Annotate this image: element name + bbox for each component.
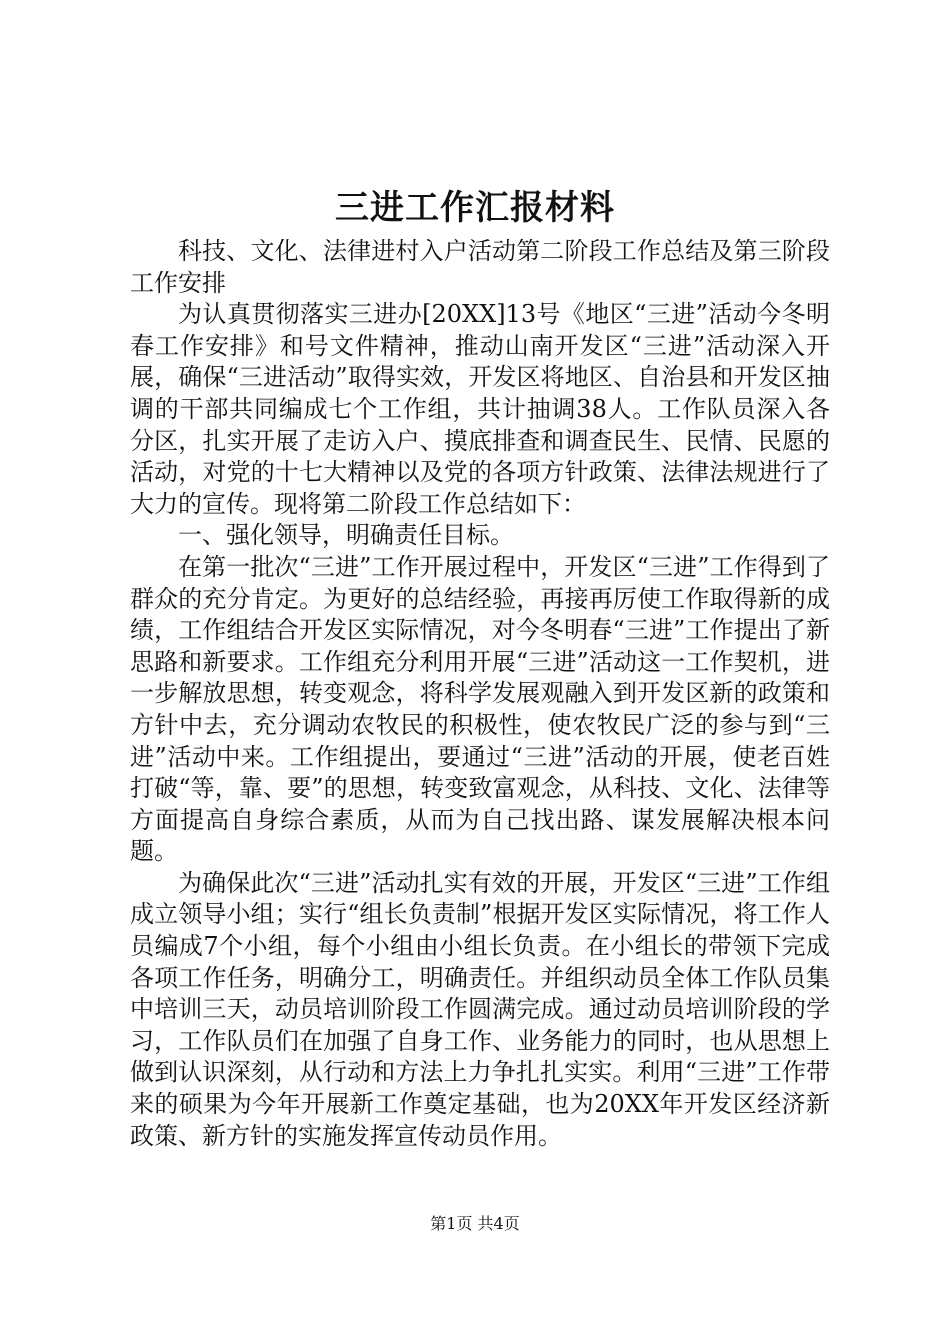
page-footer: 第1页 共4页	[430, 1214, 520, 1233]
document-title: 三进工作汇报材料	[335, 188, 615, 228]
paragraph-body: 为确保此次“三进”活动扎实有效的开展，开发区“三进”工作组成立领导小组；实行“组长负责制”根据开发区实际情况，将工作人员编成7个小组，每个小组由小组长负责。在小组长的带领下完成各项工作任务，明确分工，明确责任。并组织动员全体工作队员集中培训三天，动员培训阶段工作圆满完成。通过动员培训阶段的学习，工作队员们在加强了自身工作、业务能力的同时，也从思想上做到认识深刻，从行动和方法上力争扎扎实实。利用“三进”工作带来的硕果为今年开展新工作奠定基础，也为20XX年开发区经济新政策、新方针的实施发挥宣传动员作用。	[130, 868, 830, 1150]
document-body	[130, 236, 830, 1152]
paragraph-subtitle: 科技、文化、法律进村入户活动第二阶段工作总结及第三阶段工作安排	[130, 237, 830, 297]
paragraph-intro: 为认真贯彻落实三进办[20XX]13号《地区“三进”活动今冬明春工作安排》和号文件精神，推动山南开发区“三进”活动深入开展，确保“三进活动”取得实效，开发区将地区、自治县和开发区抽调的干部共同编成七个工作组，共计抽调38人。工作队员深入各分区，扎实开展了走访入户、摸底排查和调查民生、民情、民愿的活动，对党的十七大精神以及党的各项方针政策、法律法规进行了大力的宣传。现将第二阶段工作总结如下：	[130, 300, 830, 518]
paragraph-body: 在第一批次“三进”工作开展过程中，开发区“三进”工作得到了群众的充分肯定。为更好的总结经验，再接再厉使工作取得新的成绩，工作组结合开发区实际情况，对今冬明春“三进”工作提出了新思路和新要求。工作组充分利用开展“三进”活动这一工作契机，进一步解放思想，转变观念，将科学发展观融入到开发区新的政策和方针中去，充分调动农牧民的积极性，使农牧民广泛的参与到“三进”活动中来。工作组提出，要通过“三进”活动的开展，使老百姓打破“等，靠、要”的思想，转变致富观念，从科技、文化、法律等方面提高自身综合素质，从而为自己找出路、谋发展解决根本问题。	[130, 552, 830, 866]
section-heading: 一、强化领导，明确责任目标。	[178, 521, 514, 550]
